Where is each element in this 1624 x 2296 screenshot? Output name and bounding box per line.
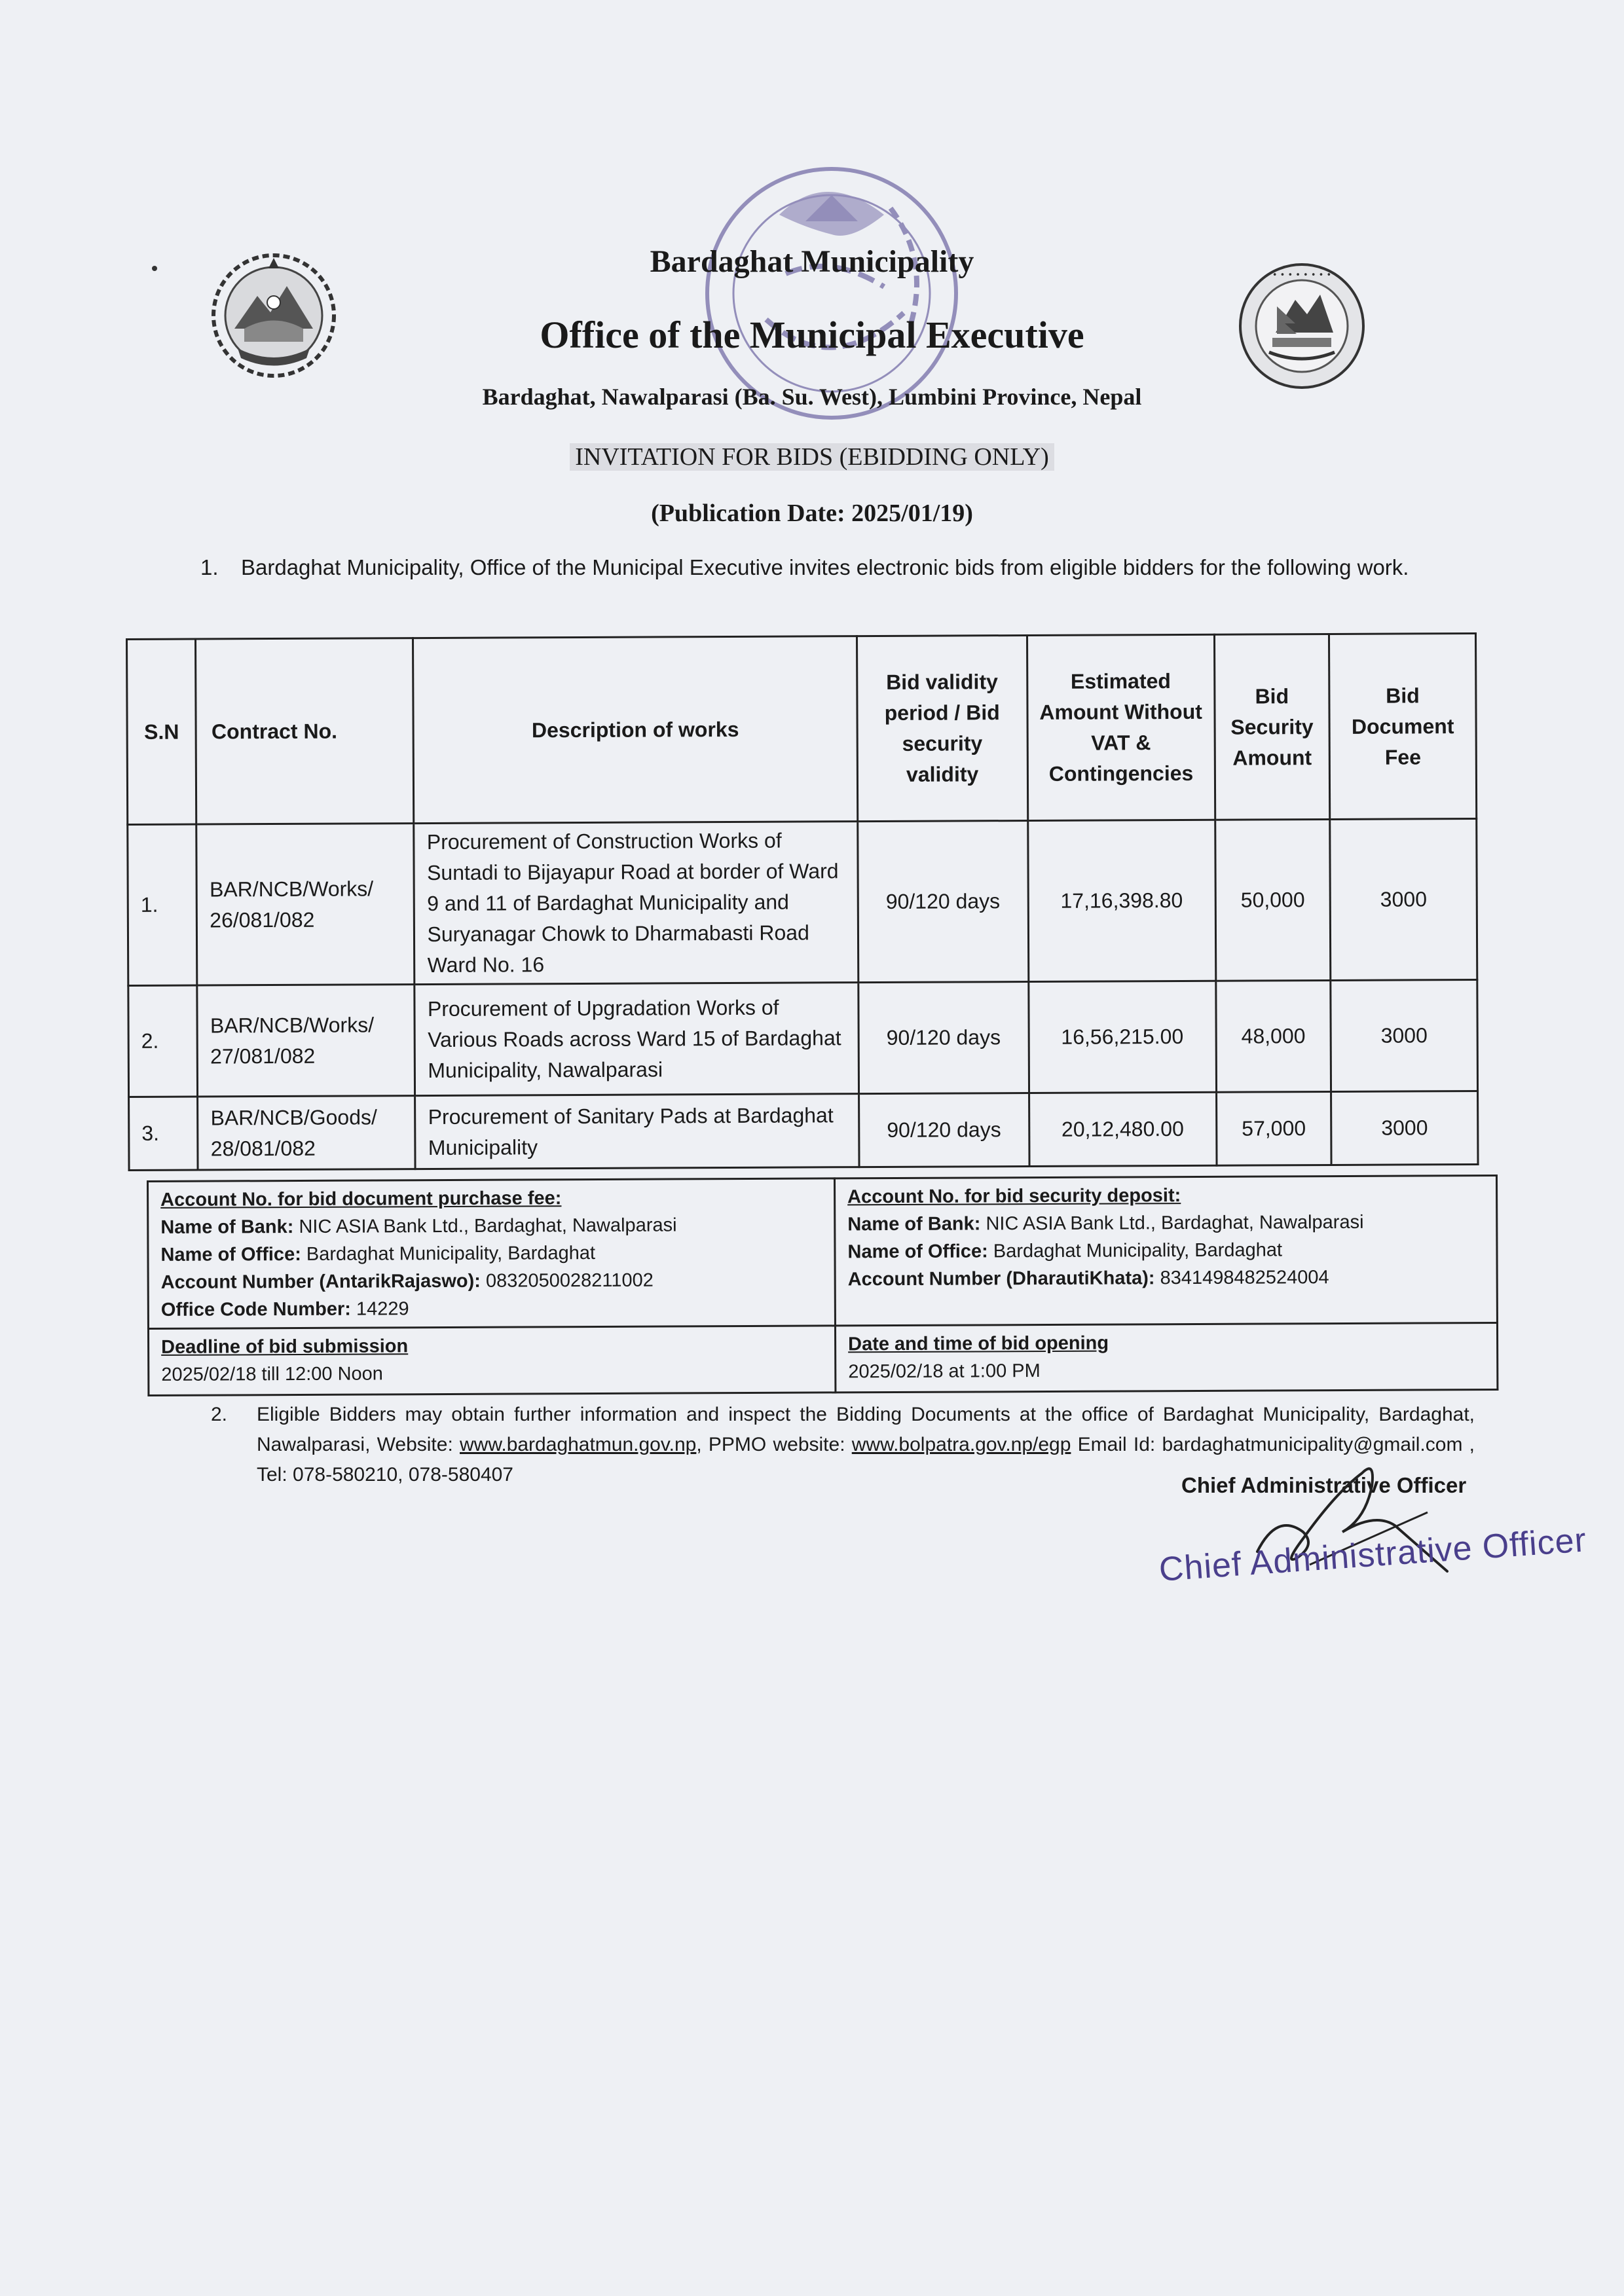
table-row (129, 1091, 1478, 1170)
security-office-label: Name of Office: (847, 1241, 988, 1263)
fee-office-label: Name of Office: (160, 1243, 301, 1266)
security-office-value: Bardaghat Municipality, Bardaghat (987, 1239, 1283, 1262)
fee-account-cell (148, 1178, 836, 1329)
info-text-c: Email Id: bardaghatmunicipality@gmail.com , Tel: 078-580210, 078-580407 (257, 1434, 1475, 1485)
fee-account-office (160, 1239, 822, 1269)
cell-validity: 90/120 days (857, 820, 1028, 982)
fee-bank-value: NIC ASIA Bank Ltd., Bardaghat, Nawalparasi (293, 1214, 677, 1238)
opening-value: 2025/02/18 at 1:00 PM (848, 1360, 1041, 1383)
header-sn: S.N (127, 639, 197, 824)
cell-security: 48,000 (1215, 980, 1331, 1092)
intro-paragraph (194, 552, 1471, 583)
security-account-value: 8341498482524004 (1154, 1267, 1329, 1289)
signatory-title: Chief Administrative Officer (1181, 1473, 1467, 1497)
cell-estimate: 16,56,215.00 (1028, 981, 1216, 1093)
office-name: Office of the Municipal Executive (540, 314, 1084, 356)
cell-fee: 3000 (1331, 980, 1478, 1092)
fee-code-label: Office Code Number: (160, 1298, 351, 1321)
header-description: Description of works (413, 636, 858, 824)
info-text-a: Eligible Bidders may obtain further information and inspect the Bidding Documents at the office of Bardaghat Municipality, Bardaghat, Nawalparasi, Website: (257, 1404, 1475, 1455)
works-table-header (127, 634, 1477, 825)
publication-date: (Publication Date: 2025/01/19) (651, 500, 973, 527)
cell-estimate: 20,12,480.00 (1029, 1092, 1216, 1166)
fee-office-value: Bardaghat Municipality, Bardaghat (301, 1243, 596, 1265)
cell-sn: 3. (129, 1097, 198, 1170)
info-text-b: , PPMO website: (696, 1434, 852, 1455)
security-account-cell (834, 1176, 1497, 1326)
fee-code-value: 14229 (350, 1298, 409, 1320)
deadline-cell (148, 1326, 835, 1396)
fee-account-value: 0832050028211002 (480, 1269, 654, 1292)
cell-sn: 1. (128, 824, 197, 985)
header-estimate: Estimated Amount Without VAT & Contingencies (1027, 634, 1215, 820)
notice-title-text: INVITATION FOR BIDS (EBIDDING ONLY) (570, 443, 1054, 471)
header-contract-no: Contract No. (196, 638, 414, 824)
opening-heading: Date and time of bid opening (848, 1332, 1109, 1355)
security-account-number (848, 1263, 1485, 1293)
municipality-name: Bardaghat Municipality (650, 244, 974, 279)
header-security: Bid Security Amount (1214, 634, 1330, 820)
security-account-bank (847, 1208, 1484, 1238)
security-account-label: Account Number (DharautiKhata): (847, 1267, 1155, 1290)
cell-contract-no: BAR/NCB/Goods/ 28/081/082 (198, 1096, 416, 1170)
cell-description: Procurement of Sanitary Pads at Bardaghat Municipality (415, 1094, 859, 1169)
deadline-value: 2025/02/18 till 12:00 Noon (161, 1363, 383, 1385)
cell-description: Procurement of Upgradation Works of Various Roads across Ward 15 of Bardaghat Municipality, Nawalparasi (415, 983, 858, 1096)
fee-account-number (161, 1266, 822, 1296)
svg-text:• • • • • • • •: • • • • • • • • (1272, 270, 1332, 280)
fee-account-label: Account Number (AntarikRajaswo): (160, 1270, 481, 1293)
header-fee: Bid Document Fee (1329, 634, 1477, 820)
intro-text: Bardaghat Municipality, Office of the Municipal Executive invites electronic bids from eligible bidders for the following work. (241, 555, 1409, 579)
works-table (126, 632, 1479, 1171)
fee-account-heading: Account No. for bid document purchase fee: (160, 1188, 562, 1211)
deadline-heading: Deadline of bid submission (161, 1336, 409, 1358)
dates-row (148, 1323, 1497, 1396)
cell-security: 50,000 (1215, 819, 1331, 981)
security-account-heading: Account No. for bid security deposit: (847, 1185, 1181, 1208)
cell-fee: 3000 (1331, 1091, 1478, 1165)
security-account-office (847, 1235, 1484, 1266)
account-row (148, 1176, 1498, 1329)
fee-office-code (161, 1293, 822, 1323)
cell-fee: 3000 (1330, 819, 1477, 981)
opening-cell (835, 1323, 1497, 1393)
cell-contract-no: BAR/NCB/Works/ 26/081/082 (196, 824, 415, 985)
table-row (128, 819, 1477, 986)
cell-validity: 90/120 days (858, 1093, 1029, 1167)
ppmo-link[interactable]: www.bolpatra.gov.np/egp (851, 1434, 1071, 1455)
cell-estimate: 17,16,398.80 (1027, 820, 1215, 981)
security-bank-value: NIC ASIA Bank Ltd., Bardaghat, Nawalparasi (980, 1211, 1364, 1235)
intro-number: 1. (200, 555, 219, 579)
info-number: 2. (211, 1404, 228, 1425)
cell-contract-no: BAR/NCB/Works/ 27/081/082 (197, 985, 415, 1097)
office-address: Bardaghat, Nawalparasi (Ba. Su. West), Lumbini Province, Nepal (482, 384, 1142, 410)
designation-stamp: Chief Administrative Officer (1158, 1521, 1588, 1589)
cell-validity: 90/120 days (858, 981, 1029, 1093)
account-details-table (147, 1175, 1498, 1396)
fee-bank-label: Name of Bank: (160, 1216, 294, 1238)
notice-title (0, 443, 1624, 471)
cell-security: 57,000 (1216, 1091, 1331, 1165)
website-link[interactable]: www.bardaghatmun.gov.np (460, 1434, 697, 1455)
security-bank-label: Name of Bank: (847, 1213, 981, 1235)
cell-description: Procurement of Construction Works of Suntadi to Bijayapur Road at border of Ward 9 and 11 of Bardaghat Municipality and Suryanagar Chowk to Dharmabasti Road Ward No. 16 (414, 822, 858, 985)
fee-account-bank (160, 1211, 822, 1241)
header-validity: Bid validity period / Bid security validity (857, 635, 1027, 821)
cell-sn: 2. (128, 985, 198, 1097)
table-row (128, 980, 1478, 1097)
